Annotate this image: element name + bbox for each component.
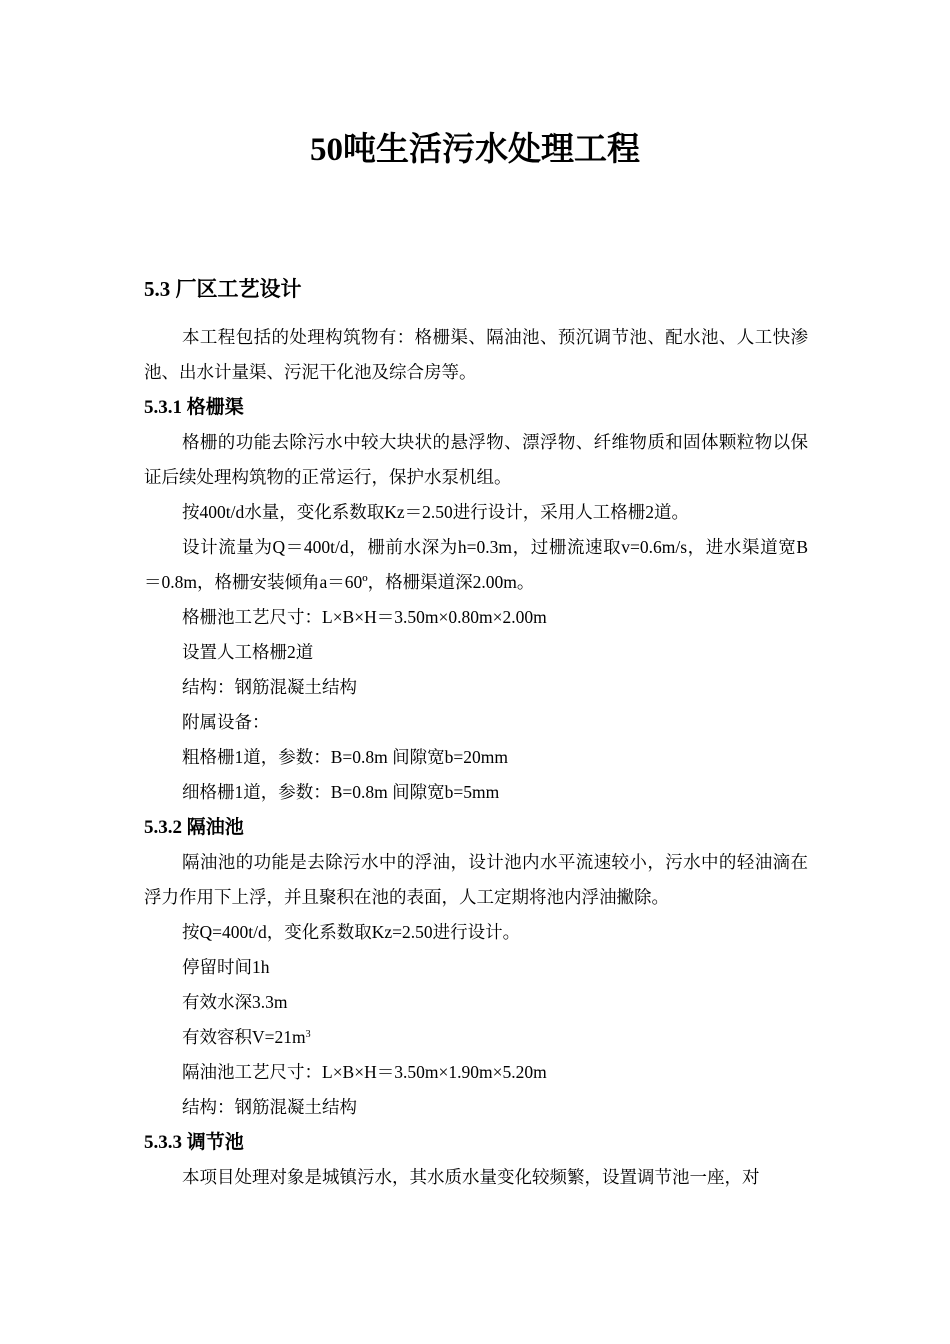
volume-text: 有效容积V=21m (182, 1027, 306, 1047)
volume-superscript: 3 (305, 1029, 311, 1040)
subsection-heading-5-3-2: 5.3.2 隔油池 (144, 817, 244, 838)
spec-line: 停留时间1h (182, 957, 270, 977)
paragraph: 设计流量为Q＝400t/d，栅前水深为h=0.3m，过栅流速取v=0.6m/s，进水渠道宽B＝0.8m，格栅安装倾角a＝60º，格栅渠道深2.00m。 (144, 537, 808, 592)
spec-line: 结构：钢筋混凝土结构 (182, 677, 357, 697)
document-body (144, 320, 808, 1195)
spec-line: 粗格栅1道，参数：B=0.8m 间隙宽b=20mm (182, 747, 508, 767)
spec-line: 格栅池工艺尺寸：L×B×H＝3.50m×0.80m×2.00m (182, 607, 547, 627)
paragraph: 按400t/d水量，变化系数取Kz＝2.50进行设计，采用人工格栅2道。 (182, 502, 690, 522)
spec-line: 按Q=400t/d，变化系数取Kz=2.50进行设计。 (182, 922, 521, 942)
spec-line: 细格栅1道，参数：B=0.8m 间隙宽b=5mm (182, 782, 500, 802)
spec-line: 隔油池工艺尺寸：L×B×H＝3.50m×1.90m×5.20m (182, 1062, 547, 1082)
spec-line: 结构：钢筋混凝土结构 (182, 1097, 357, 1117)
paragraph: 本项目处理对象是城镇污水，其水质水量变化较频繁，设置调节池一座，对 (182, 1167, 760, 1187)
subsection-heading-5-3-1: 5.3.1 格栅渠 (144, 397, 244, 418)
intro-paragraph: 本工程包括的处理构筑物有：格栅渠、隔油池、预沉调节池、配水池、人工快渗池、出水计量渠、污泥干化池及综合房等。 (144, 327, 808, 382)
paragraph: 格栅的功能去除污水中较大块状的悬浮物、漂浮物、纤维物质和固体颗粒物以保证后续处理构筑物的正常运行，保护水泵机组。 (144, 432, 808, 487)
spec-line: 设置人工格栅2道 (182, 642, 314, 662)
subsection-heading-5-3-3: 5.3.3 调节池 (144, 1132, 244, 1153)
document-title: 50吨生活污水处理工程 (310, 132, 640, 168)
paragraph: 隔油池的功能是去除污水中的浮油，设计池内水平流速较小，污水中的轻油滴在浮力作用下上浮，并且聚积在池的表面，人工定期将池内浮油撇除。 (144, 852, 808, 907)
section-heading: 5.3 厂区工艺设计 (144, 277, 302, 301)
spec-line: 附属设备： (182, 712, 270, 732)
spec-line-volume (144, 1020, 808, 1055)
spec-line: 有效水深3.3m (182, 992, 288, 1012)
